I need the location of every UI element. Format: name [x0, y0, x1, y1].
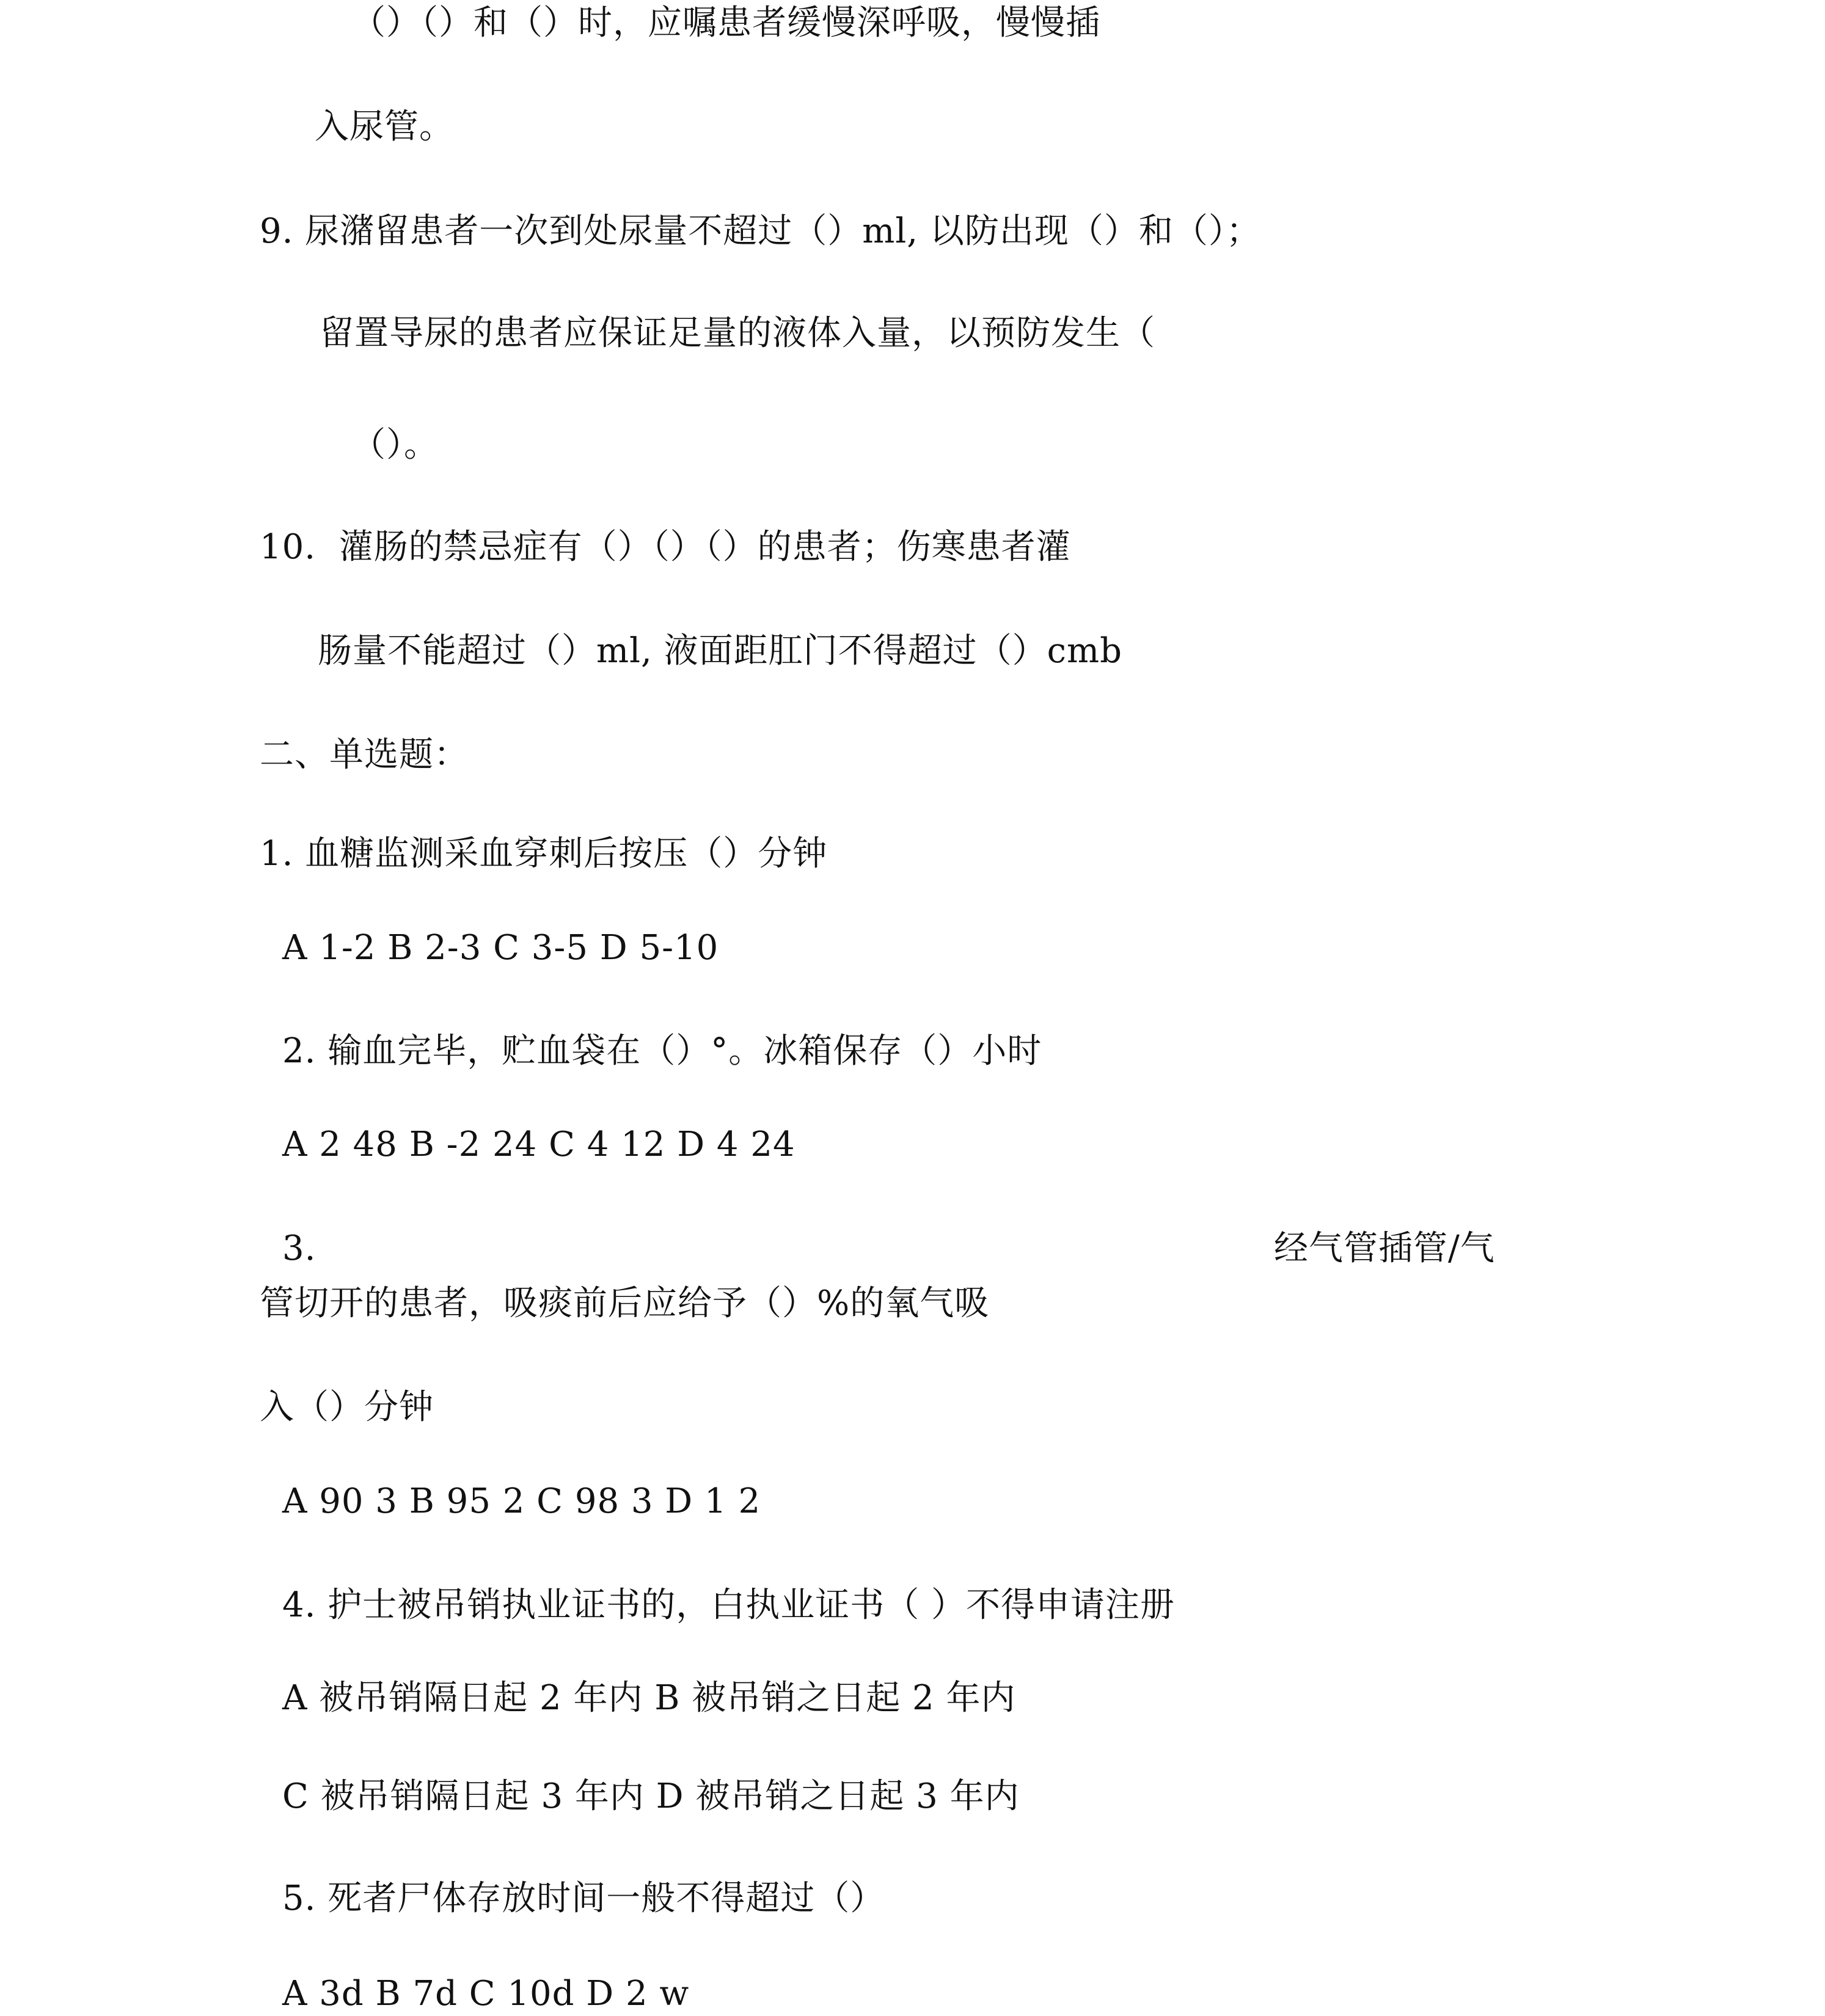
- mcq-question-4: 4. 护士被吊销执业证书的，白执业证书（ ）不得申请注册: [282, 1585, 1176, 1625]
- text-line: 管切开的患者，吸痰前后应给予（）%的氧气吸: [260, 1284, 990, 1323]
- mcq-options-3: A 90 3 B 95 2 C 98 3 D 1 2: [282, 1481, 761, 1521]
- text-line: 入尿管。: [315, 107, 454, 147]
- mcq-question-3-number: 3.: [282, 1229, 316, 1268]
- text-line: 留置导尿的患者应保证足量的液体入量，以预防发生（: [320, 313, 1155, 353]
- mcq-question-1: 1. 血糖监测采血穿刺后按压（）分钟: [260, 834, 828, 874]
- text-line: 肠量不能超过（）ml, 液面距肛门不得超过（）cmb: [318, 631, 1122, 671]
- text-line: （）（）和（）时，应嘱患者缓慢深呼吸，慢慢插: [351, 3, 1100, 43]
- mcq-question-3: 经气管插管/气: [1274, 1229, 1495, 1268]
- question-10: 10. 灌肠的禁忌症有（）（）（）的患者；伤寒患者灌: [260, 527, 1071, 567]
- section-heading: 二、单选题：: [260, 735, 469, 775]
- mcq-options-1: A 1-2 B 2-3 C 3-5 D 5-10: [282, 928, 719, 968]
- mcq-options-2: A 2 48 B -2 24 C 4 12 D 4 24: [282, 1125, 795, 1164]
- mcq-options-4: A 被吊销隔日起 2 年内 B 被吊销之日起 2 年内: [282, 1678, 1016, 1718]
- mcq-options-4: C 被吊销隔日起 3 年内 D 被吊销之日起 3 年内: [282, 1777, 1020, 1816]
- text-line: 入（）分钟: [260, 1387, 434, 1427]
- question-9: 9. 尿潴留患者一次到处尿量不超过（）ml, 以防出现（）和（）；: [260, 211, 1261, 251]
- text-line: （）。: [351, 425, 439, 465]
- mcq-options-5: A 3d B 7d C 10d D 2 w: [282, 1974, 690, 2014]
- mcq-question-5: 5. 死者尸体存放时间一般不得超过（）: [282, 1879, 885, 1918]
- mcq-question-2: 2. 输血完毕，贮血袋在（）°。冰箱保存（）小时: [282, 1031, 1042, 1071]
